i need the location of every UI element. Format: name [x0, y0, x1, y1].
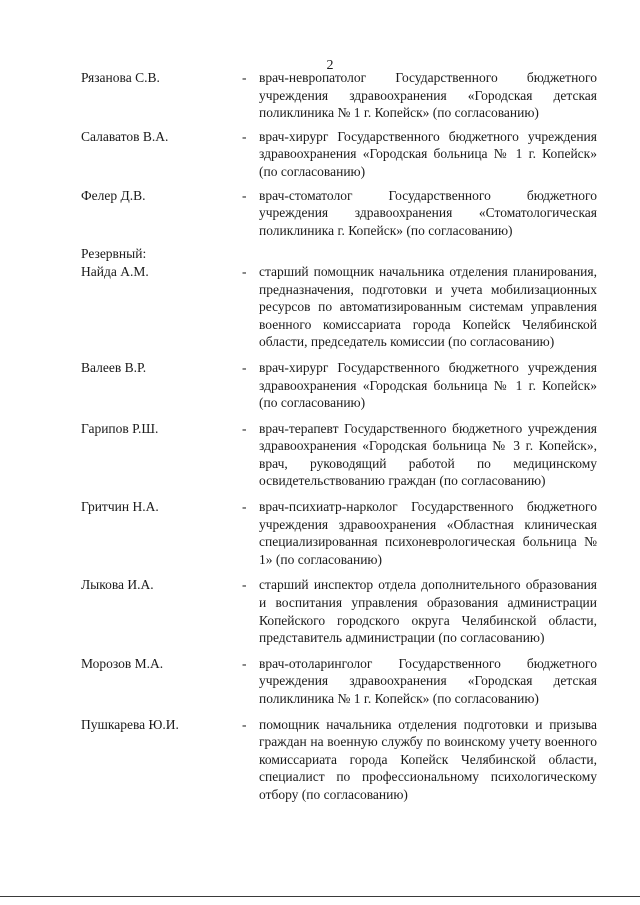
member-name: Лыкова И.А. — [81, 577, 154, 593]
reserve-member-entry — [0, 498, 640, 568]
member-description: помощник начальника отделения подготовки и призыва граждан на военную службу по воинскому учету военного комиссариата города Копейск Челябинской области, специалист по профессиональному психологическому отбору (по согласованию) — [259, 716, 597, 802]
member-dash: - — [242, 359, 247, 375]
member-description: врач-невропатолог Государственного бюджетного учреждения здравоохранения «Городская детская поликлиника № 1 г. Копейск» (по согласованию) — [259, 70, 597, 121]
member-name: Фелер Д.В. — [81, 187, 146, 203]
member-dash: - — [242, 263, 247, 279]
member-dash: - — [242, 187, 247, 203]
member-name: Найда А.М. — [81, 263, 149, 279]
reserve-member-entry — [0, 655, 640, 708]
reserve-member-entry — [0, 576, 640, 646]
member-name: Пушкарева Ю.И. — [81, 716, 179, 732]
member-dash: - — [242, 577, 247, 593]
reserve-section-label: Резервный: — [81, 246, 147, 262]
reserve-member-entry — [0, 263, 640, 351]
member-description: врач-отоларинголог Государственного бюджетного учреждения здравоохранения «Городская детская поликлиника № 1 г. Копейск» (по согласованию) — [259, 655, 597, 706]
member-name: Морозов М.А. — [81, 655, 164, 671]
member-dash: - — [242, 499, 247, 515]
member-name: Рязанова С.В. — [81, 70, 160, 85]
member-name: Валеев В.Р. — [81, 359, 147, 375]
member-entry — [0, 69, 640, 122]
reserve-member-entry — [0, 359, 640, 412]
member-description: врач-хирург Государственного бюджетного учреждения здравоохранения «Городская больница № 1 г. Копейск» (по согласованию) — [259, 128, 597, 179]
member-description: врач-хирург Государственного бюджетного учреждения здравоохранения «Городская больница № 1 г. Копейск» (по согласованию) — [259, 359, 597, 411]
member-name: Гарипов Р.Ш. — [81, 420, 159, 436]
page-number: 2 — [326, 58, 334, 73]
member-description: старший инспектор отдела дополнительного образования и воспитания управления образования администрации Копейского городского округа Челябинской области, представитель администрации (по согласованию) — [259, 577, 597, 646]
reserve-member-entry — [0, 420, 640, 490]
member-dash: - — [242, 70, 247, 85]
member-description: врач-стоматолог Государственного бюджетного учреждения здравоохранения «Стоматологическая поликлиника г. Копейск» (по согласованию) — [259, 187, 597, 238]
member-name: Гритчин Н.А. — [81, 499, 159, 515]
member-description: врач-терапевт Государственного бюджетного учреждения здравоохранения «Городская больница № 3 г. Копейск», врач, руководящий работой по медицинскому освидетельствованию граждан (по согласованию) — [259, 420, 597, 489]
member-dash: - — [242, 716, 247, 732]
member-name: Салаватов В.А. — [81, 128, 169, 144]
member-entry — [0, 128, 640, 181]
member-description: старший помощник начальника отделения планирования, предназначения, подготовки и учета мобилизационных ресурсов по автоматизированным системам управления военного комиссариата города Копейск Челябинской области, председатель комиссии (по согласованию) — [259, 263, 597, 350]
member-description: врач-психиатр-нарколог Государственного бюджетного учреждения здравоохранения «Областная клиническая специализированная психоневрологическая больница № 1» (по согласованию) — [259, 499, 597, 567]
member-dash: - — [242, 128, 247, 144]
member-dash: - — [242, 655, 247, 671]
reserve-member-entry — [0, 716, 640, 804]
page-bottom-rule — [0, 896, 640, 897]
member-entry — [0, 187, 640, 240]
commission-list — [0, 69, 640, 804]
member-dash: - — [242, 420, 247, 436]
